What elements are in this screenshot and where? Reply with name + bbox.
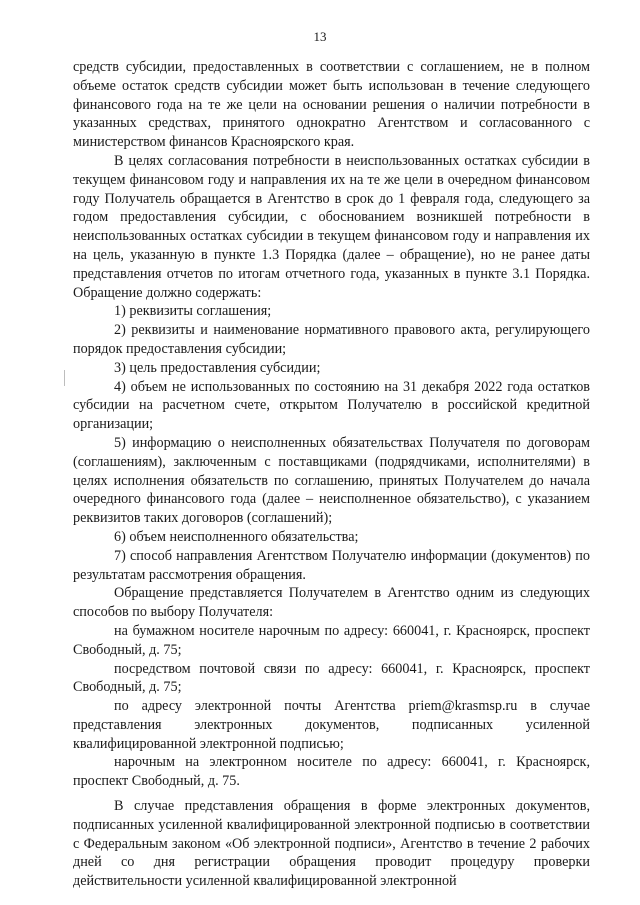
paragraph-approval-request: В целях согласования потребности в неиспользованных остатках субсидии в текущем финансовом году и направления их на те же цели в очередном финансовом году Получатель обращается в Агентство в срок до 1 февраля года, следующего за годом предоставления субсидии, с обоснованием возникшей потребности в неиспользованных остатках субсидии в текущем финансовом году и направления их на цель, указанную в пункте 1.3 Порядка (далее – обращение), но не ранее даты представления отчетов по итогам отчетного года, указанных в пункте 3.1 Порядка. Обращение должно содержать:	[73, 152, 590, 301]
method-email: по адресу электронной почты Агентства priem@krasmsp.ru в случае представления электронных документов, подписанных усиленной квалифицированной электронной подписью;	[73, 698, 590, 752]
paragraph-submission-methods: Обращение представляется Получателем в Агентство одним из следующих способов по выбору Получателя:	[73, 585, 590, 621]
list-item-5: 5) информацию о неисполненных обязательствах Получателя по договорам (соглашениям), заключенным с поставщиками (подрядчиками, исполнителями) в целях исполнения обязательств по соглашению, принятых Получателем до начала очередного финансового года (далее – неисполненное обязательство), с указанием реквизитов таких договоров (соглашений);	[73, 434, 590, 527]
list-item-1: 1) реквизиты соглашения;	[114, 303, 272, 320]
list-item-3: 3) цель предоставления субсидии;	[114, 359, 321, 376]
list-item-4: 4) объем не использованных по состоянию на 31 декабря 2022 года остатков субсидии на расчетном счете, открытом Получателю в российской кредитной организации;	[73, 378, 590, 433]
document-body	[73, 58, 590, 891]
list-item-7: 7) способ направления Агентством Получателю информации (документов) по результатам рассмотрения обращения.	[73, 547, 590, 583]
scan-margin-mark	[64, 370, 65, 386]
list-item-2: 2) реквизиты и наименование нормативного правового акта, регулирующего порядок предоставления субсидии;	[73, 322, 590, 357]
page-number: 13	[313, 29, 327, 44]
paragraph-continuation: средств субсидии, предоставленных в соответствии с соглашением, не в полном объеме остаток средств субсидии может быть использован в течение следующего финансового года на те же цели на основании решения о наличии потребности в указанных средствах, принятого однократно Агентством и согласованного с министерством финансов Красноярского края.	[73, 59, 590, 151]
method-electronic-media: нарочным на электронном носителе по адресу: 660041, г. Красноярск, проспект Свободный, д. 75.	[73, 754, 590, 790]
list-item-6: 6) объем неисполненного обязательства;	[114, 528, 359, 545]
paragraph-electronic-signature: В случае представления обращения в форме электронных документов, подписанных усиленной квалифицированной электронной подписью в соответствии с Федеральным законом «Об электронной подписи», Агентство в течение 2 рабочих дней со дня регистрации обращения проводит процедуру проверки действительности усиленной квалифицированной электронной	[73, 798, 590, 890]
method-paper-courier: на бумажном носителе нарочным по адресу: 660041, г. Красноярск, проспект Свободный, д. 75;	[73, 622, 590, 658]
method-postal: посредством почтовой связи по адресу: 660041, г. Красноярск, проспект Свободный, д. 75;	[73, 660, 590, 696]
